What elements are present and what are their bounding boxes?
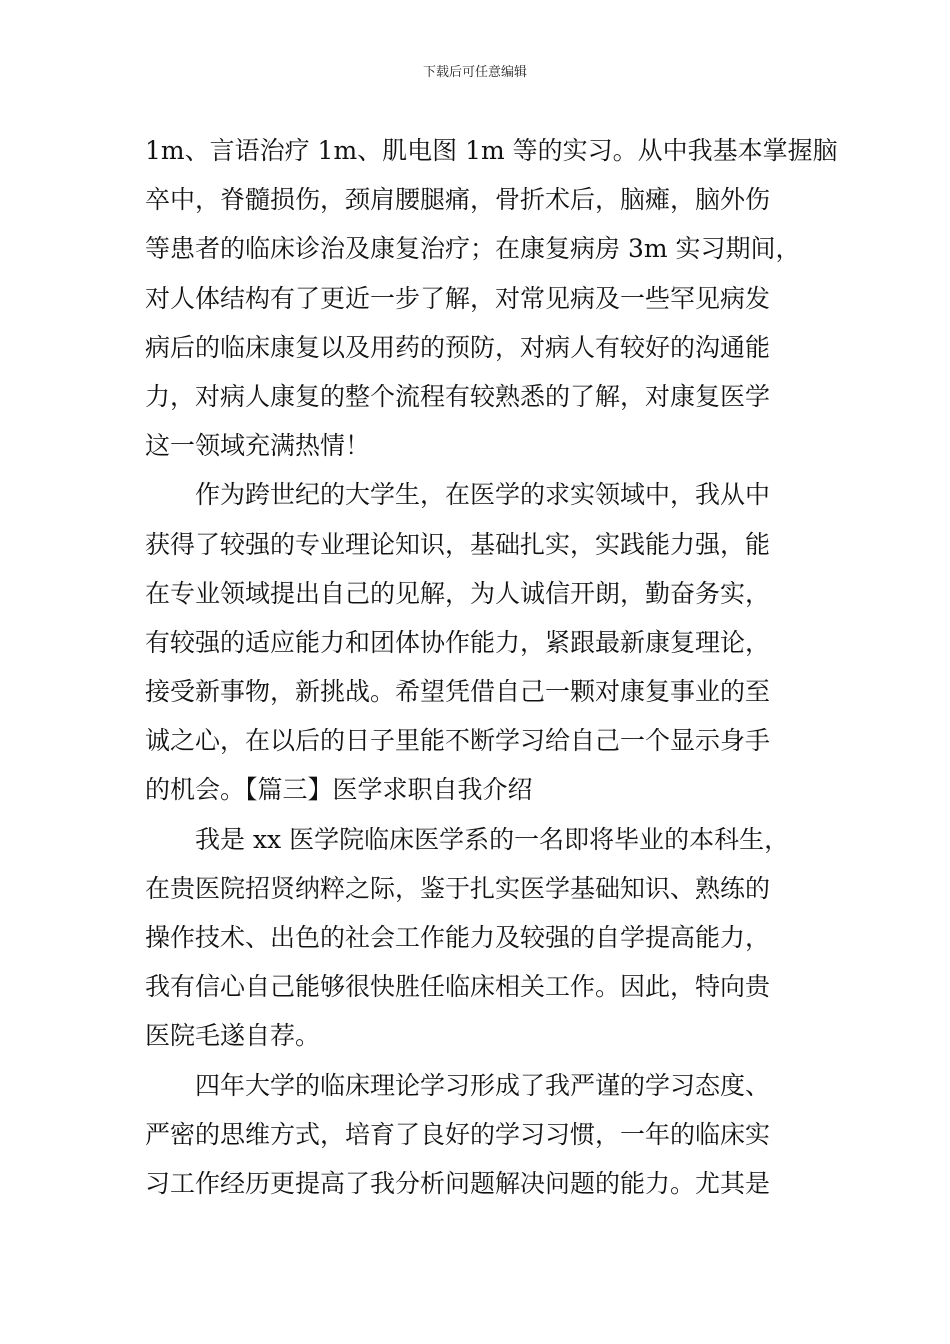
body-line: 操作技术、出色的社会工作能力及较强的自学提高能力， bbox=[145, 923, 771, 952]
body-line: 医院毛遂自荐。 bbox=[145, 1021, 321, 1051]
body-line: 在专业领域提出自己的见解，为人诚信开朗，勤奋务实， bbox=[145, 578, 771, 608]
page-header: 下载后可任意编辑 bbox=[422, 65, 527, 80]
paragraph-first-line: 我是 xx 医学院临床医学系的一名即将毕业的本科生， bbox=[195, 824, 790, 854]
body-line: 我有信心自己能够很快胜任临床相关工作。因此，特向贵 bbox=[145, 972, 771, 1002]
document-body bbox=[145, 126, 838, 1208]
body-line: 力，对病人康复的整个流程有较熟悉的了解，对康复医学 bbox=[145, 381, 771, 411]
body-line: 习工作经历更提高了我分析问题解决问题的能力。尤其是 bbox=[145, 1168, 771, 1198]
body-line: 1m、言语治疗 1m、肌电图 1m 等的实习。从中我基本掌握脑 bbox=[145, 136, 838, 165]
body-line: 等患者的临床诊治及康复治疗；在康复病房 3m 实习期间， bbox=[145, 234, 801, 264]
body-line: 接受新事物，新挑战。希望凭借自己一颗对康复事业的至 bbox=[145, 677, 771, 707]
body-line: 严密的思维方式，培育了良好的学习习惯，一年的临床实 bbox=[145, 1119, 771, 1149]
body-line: 对人体结构有了更近一步了解，对常见病及一些罕见病发 bbox=[145, 283, 771, 313]
body-line: 在贵医院招贤纳粹之际，鉴于扎实医学基础知识、熟练的 bbox=[145, 873, 771, 903]
body-line: 的机会。【篇三】医学求职自我介绍 bbox=[145, 775, 533, 805]
body-line: 卒中，脊髓损伤，颈肩腰腿痛，骨折术后，脑瘫，脑外伤 bbox=[145, 185, 771, 215]
paragraph-first-line: 作为跨世纪的大学生，在医学的求实领域中，我从中 bbox=[195, 480, 771, 510]
body-line: 获得了较强的专业理论知识，基础扎实，实践能力强，能 bbox=[145, 529, 771, 559]
body-line: 病后的临床康复以及用药的预防，对病人有较好的沟通能 bbox=[145, 332, 771, 362]
body-line: 有较强的适应能力和团体协作能力，紧跟最新康复理论， bbox=[145, 627, 771, 657]
body-line: 这一领域充满热情！ bbox=[145, 431, 371, 461]
body-line: 诚之心，在以后的日子里能不断学习给自己一个显示身手 bbox=[145, 726, 771, 756]
paragraph-first-line: 四年大学的临床理论学习形成了我严谨的学习态度、 bbox=[195, 1070, 771, 1100]
